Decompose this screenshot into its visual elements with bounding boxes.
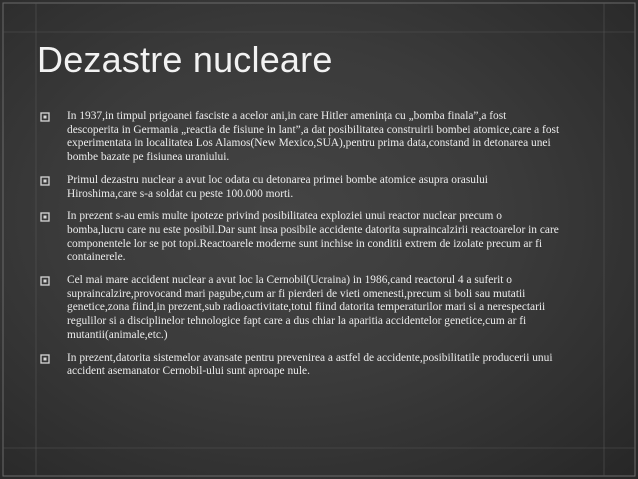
bullet-square-icon — [40, 354, 52, 364]
bullet-text: In 1937,in timpul prigoanei fasciste a acelor ani,in care Hitler amenința cu „bomba finala”,a fost descoperita in Germania „reactia de fisiune in lant”,a dat posibilitatea construirii bombei atomice,care a fost experimentata in localitatea Los Alamos(New Mexico,SUA),pentru prima data,constand in detonarea unei bombe bazate pe fisiunea uraniului. — [67, 110, 560, 164]
bullet-item — [40, 174, 560, 201]
bullet-square-icon — [40, 276, 52, 286]
bullet-item — [40, 274, 560, 343]
bullet-square-icon — [40, 176, 52, 186]
bullet-item — [40, 352, 560, 379]
bullet-text: Cel mai mare accident nuclear a avut loc la Cernobil(Ucraina) in 1986,cand reactorul 4 a suferit o supraincalzire,provocand mari pagube,cum ar fi pierderi de vieti omenesti,precum si boli sau mutatii genetice,zona fiind,in prezent,sub radioactivitate,totul fiind datorita temperaturilor mari si a nerespectarii regulilor si a disciplinelor tehnologice fapt care a dus chiar la aparitia accidentelor genetice,cum ar fi mutantii(animale,etc.) — [67, 274, 546, 341]
bullet-text: In prezent s-au emis multe ipoteze privind posibilitatea exploziei unui reactor nuclear precum o bomba,lucru care nu este posibil.Dar sunt insa posibile accidente datorita supraincalzirii reactoarelor in care componentele lor se pot topi.Reactoarele moderne sunt inchise in conditii extrem de izolate precum ar fi containerele. — [67, 210, 559, 264]
slide-title: Dezastre nucleare — [37, 39, 333, 80]
bullet-item — [40, 110, 560, 165]
bullet-item — [40, 210, 560, 265]
bullet-text: Primul dezastru nuclear a avut loc odata cu detonarea primei bombe atomice asupra orasului Hiroshima,care s-a soldat cu peste 100.000 morti. — [67, 173, 488, 200]
bullet-list — [40, 110, 560, 388]
bullet-square-icon — [40, 112, 52, 122]
bullet-square-icon — [40, 212, 52, 222]
bullet-text: In prezent,datorita sistemelor avansate pentru prevenirea a astfel de accidente,posibilitatile producerii unui accident asemanator Cernobil-ului sunt aproape nule. — [67, 351, 553, 378]
